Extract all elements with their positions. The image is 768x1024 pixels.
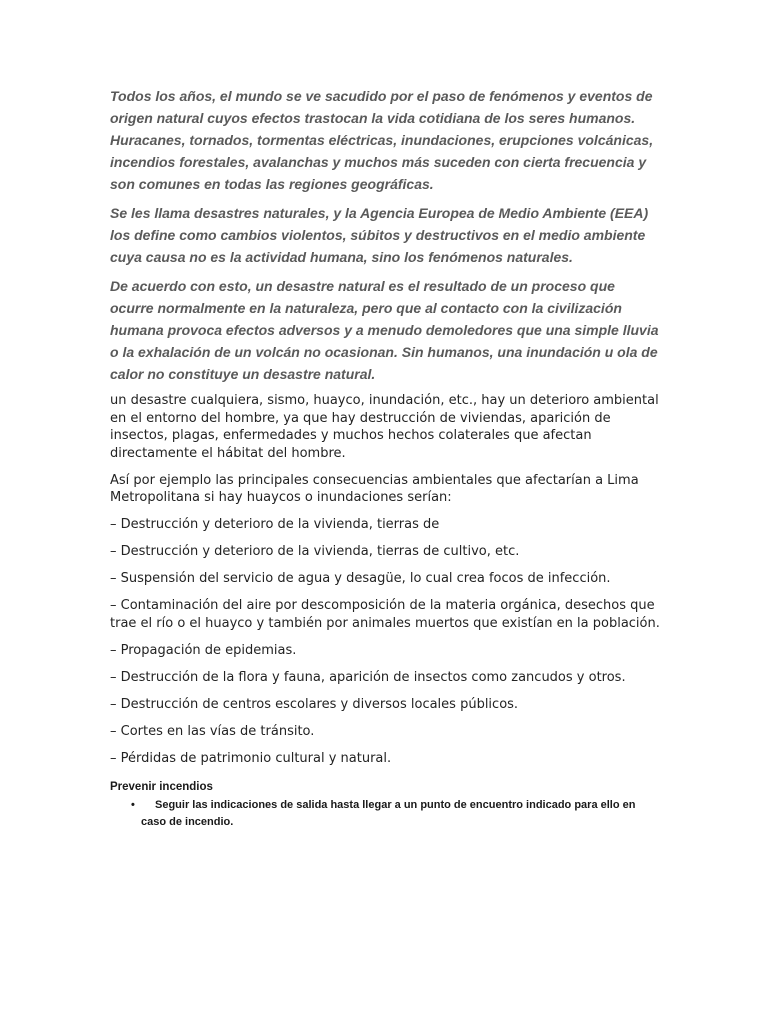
- consequence-item: – Cortes en las vías de tránsito.: [110, 723, 315, 739]
- section-heading: Prevenir incendios: [110, 781, 213, 793]
- bullet-item: [110, 797, 646, 831]
- consequence-item: – Pérdidas de patrimonio cultural y natural.: [110, 750, 392, 766]
- consequence-item: – Destrucción de centros escolares y diversos locales públicos.: [110, 696, 519, 712]
- consequence-item: – Destrucción y deterioro de la vivienda, tierras de cultivo, etc.: [110, 544, 520, 559]
- consequence-item: – Destrucción de la flora y fauna, aparición de insectos como zancudos y otros.: [110, 669, 626, 685]
- intro-paragraph: Se les llama desastres naturales, y la Agencia Europea de Medio Ambiente (EEA) los define como cambios violentos, súbitos y destructivos en el medio ambiente cuya causa no es la actividad humana, sino los fenómenos naturales.: [110, 205, 649, 265]
- bullet-list: [110, 797, 662, 831]
- intro-paragraph: De acuerdo con esto, un desastre natural es el resultado de un proceso que ocurre normalmente en la naturaleza, pero que al contacto con la civilización humana provoca efectos adversos y a menudo demoledores que una simple lluvia o la exhalación de un volcán no ocasionan. Sin humanos, una inundación u ola de calor no constituye un desastre natural.: [110, 278, 659, 382]
- consequence-item: – Contaminación del aire por descomposición de la materia orgánica, desechos que trae el río o el huayco y también por animales muertos que existían en la población.: [110, 598, 660, 631]
- consequence-item: – Destrucción y deterioro de la vivienda, tierras de: [110, 517, 440, 532]
- consequence-list: [110, 516, 662, 767]
- bullet-text: Seguir las indicaciones de salida hasta llegar a un punto de encuentro indicado para ello en caso de incendio.: [141, 799, 636, 828]
- consequence-item: – Propagación de epidemias.: [110, 642, 297, 658]
- bullet-icon: [131, 797, 135, 814]
- intro-paragraph: Todos los años, el mundo se ve sacudido por el paso de fenómenos y eventos de origen natural cuyos efectos trastocan la vida cotidiana de los seres humanos. Huracanes, tornados, tormentas eléctricas, inundaciones, erupciones volcánicas, incendios forestales, avalanchas y muchos más suceden con cierta frecuencia y son comunes en todas las regiones geográficas.: [110, 88, 654, 192]
- document-content: [110, 85, 662, 831]
- body-paragraph: Así por ejemplo las principales consecuencias ambientales que afectarían a Lima Metropolitana si hay huaycos o inundaciones serían:: [110, 472, 639, 505]
- body-paragraph: un desastre cualquiera, sismo, huayco, inundación, etc., hay un deterioro ambiental en el entorno del hombre, ya que hay destrucción de viviendas, aparición de insectos, plagas, enfermedades y muchos hechos colaterales que afectan directamente el hábitat del hombre.: [110, 393, 659, 461]
- consequence-item: – Suspensión del servicio de agua y desagüe, lo cual crea focos de infección.: [110, 571, 611, 586]
